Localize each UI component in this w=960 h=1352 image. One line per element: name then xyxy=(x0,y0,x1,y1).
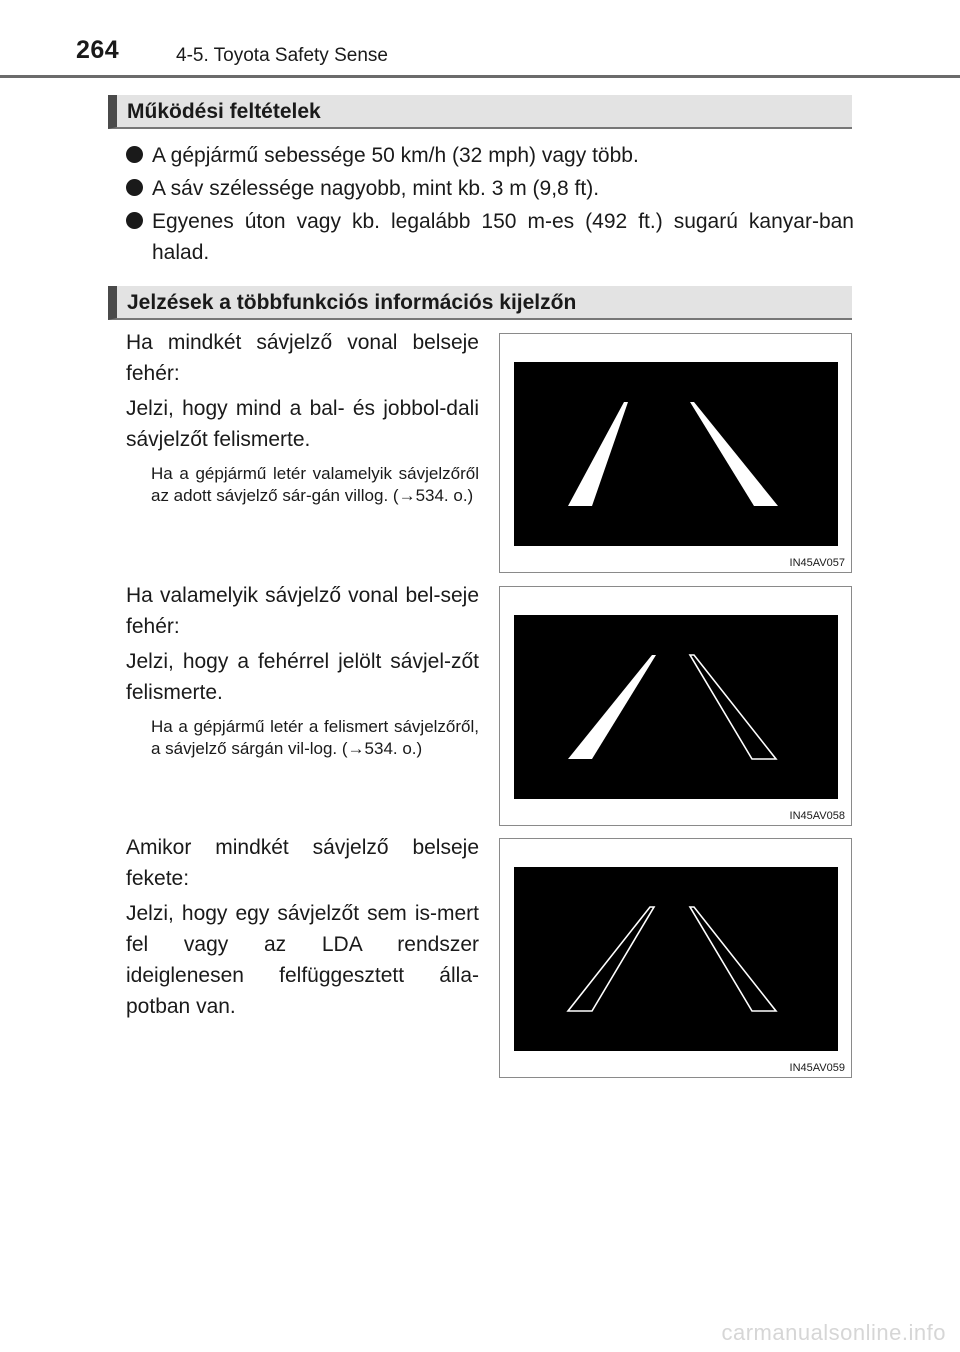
figure-one-lane-recognized xyxy=(499,586,852,826)
lane-display-image xyxy=(514,362,838,546)
indication-block-both-black xyxy=(126,832,479,1026)
list-item xyxy=(124,140,854,171)
page-number: 264 xyxy=(76,36,120,64)
indication-note: Ha a gépjármű letér a felismert sávjelzőről, a sávjelző sárgán vil-log. (→534. o.) xyxy=(151,717,479,758)
running-header: 4-5. Toyota Safety Sense xyxy=(176,45,388,66)
figure-no-lane-recognized xyxy=(499,838,852,1078)
indication-title: Ha mindkét sávjelző vonal belseje fehér: xyxy=(126,331,479,385)
watermark: carmanualsonline.info xyxy=(721,1320,946,1345)
header-rule xyxy=(0,75,960,78)
list-item-text: A sáv szélessége nagyobb, mint kb. 3 m (9,8 ft). xyxy=(152,177,600,200)
indication-title: Amikor mindkét sávjelző belseje fekete: xyxy=(126,836,479,890)
figure-both-lanes-recognized xyxy=(499,333,852,573)
indication-block-both-white xyxy=(126,327,479,507)
list-item-text: A gépjármű sebessége 50 km/h (32 mph) vagy több. xyxy=(152,144,639,167)
figure-code: IN45AV058 xyxy=(789,810,845,822)
lane-display-image xyxy=(514,615,838,799)
conditions-list xyxy=(124,140,854,270)
section-heading-indications: Jelzések a többfunkciós információs kijelzőn xyxy=(108,286,852,320)
indication-note: Ha a gépjármű letér valamelyik sávjelzőről az adott sávjelző sár-gán villog. (→534. o.) xyxy=(151,464,479,505)
bullet-icon xyxy=(126,179,143,196)
section-heading-conditions: Működési feltételek xyxy=(108,95,852,129)
indication-title: Ha valamelyik sávjelző vonal bel-seje fehér: xyxy=(126,584,479,638)
figure-code: IN45AV057 xyxy=(789,557,845,569)
indication-body: Jelzi, hogy a fehérrel jelölt sávjel-zőt felismerte. xyxy=(126,650,479,704)
indication-body: Jelzi, hogy mind a bal- és jobbol-dali sávjelzőt felismerte. xyxy=(126,397,479,451)
indication-body: Jelzi, hogy egy sávjelzőt sem is-mert fel vagy az LDA rendszer ideiglenesen felfüggesztett álla-potban van. xyxy=(126,902,479,1018)
list-item xyxy=(124,206,854,268)
figure-code: IN45AV059 xyxy=(789,1062,845,1074)
bullet-icon xyxy=(126,146,143,163)
list-item-text: Egyenes úton vagy kb. legalább 150 m-es (492 ft.) sugarú kanyar-ban halad. xyxy=(152,210,854,264)
bullet-icon xyxy=(126,212,143,229)
list-item xyxy=(124,173,854,204)
lane-display-image xyxy=(514,867,838,1051)
indication-block-one-white xyxy=(126,580,479,760)
